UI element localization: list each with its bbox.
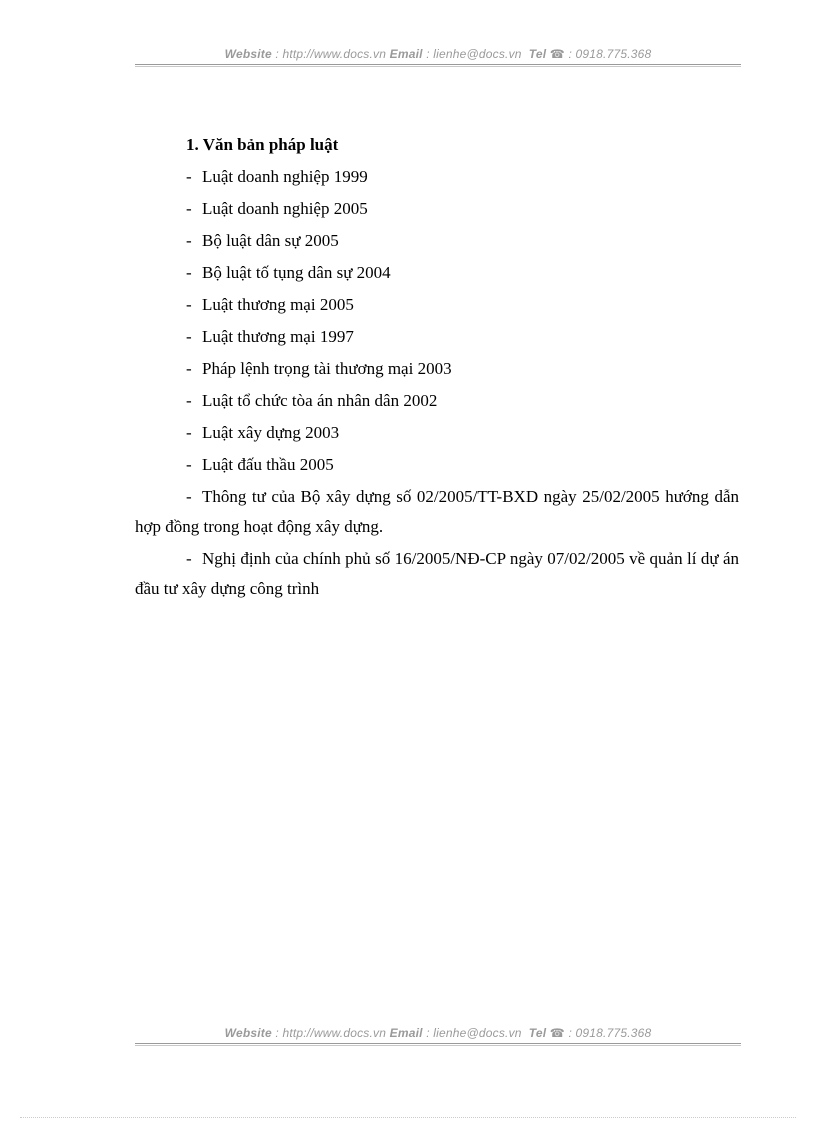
list-item xyxy=(186,322,739,354)
list-item xyxy=(186,418,739,450)
header-tel-sep: : xyxy=(564,47,576,61)
phone-icon: ☎ xyxy=(549,1026,565,1040)
list-item xyxy=(186,450,739,482)
paragraph-decree xyxy=(135,544,739,606)
bullet-dash: - xyxy=(186,423,192,442)
footer-divider xyxy=(135,1043,741,1046)
bullet-dash: - xyxy=(186,327,192,346)
header-email-link[interactable]: lienhe@docs.vn xyxy=(433,47,522,61)
list-item xyxy=(186,290,739,322)
list-item xyxy=(186,354,739,386)
footer-tel-label: Tel xyxy=(528,1026,547,1040)
section-title: 1. Văn bản pháp luật xyxy=(186,135,339,154)
footer-website-sep: : xyxy=(271,1026,283,1040)
bullet-dash: - xyxy=(186,231,192,250)
footer-tel-value: 0918.775.368 xyxy=(575,1026,652,1040)
bullet-dash: - xyxy=(186,263,192,282)
list-item xyxy=(186,258,739,290)
page-bottom-dotted-divider xyxy=(20,1117,796,1118)
paragraph-circular xyxy=(135,482,739,544)
page-header xyxy=(135,47,741,61)
list-item-text: Luật doanh nghiệp 1999 xyxy=(202,167,368,186)
header-website-sep: : xyxy=(271,47,283,61)
page-footer xyxy=(135,1026,741,1040)
header-tel-value: 0918.775.368 xyxy=(575,47,652,61)
bullet-dash: - xyxy=(186,391,192,410)
list-item-text: Luật xây dựng 2003 xyxy=(202,423,340,442)
footer-email-link[interactable]: lienhe@docs.vn xyxy=(433,1026,522,1040)
footer-website-label: Website xyxy=(224,1026,272,1040)
header-website-link[interactable]: http://www.docs.vn xyxy=(282,47,387,61)
list-item-text: Luật thương mại 2005 xyxy=(202,295,354,314)
list-item-text: Luật tổ chức tòa án nhân dân 2002 xyxy=(202,391,438,410)
list-item-text: Luật doanh nghiệp 2005 xyxy=(202,199,368,218)
header-email-label: Email xyxy=(389,47,423,61)
list-item xyxy=(186,194,739,226)
paragraph-text: Thông tư của Bộ xây dựng số 02/2005/TT-BXD ngày 25/02/2005 hướng dẫn hợp đồng trong hoạt động xây dựng. xyxy=(135,487,739,536)
bullet-dash: - xyxy=(186,199,192,218)
list-item-text: Luật thương mại 1997 xyxy=(202,327,354,346)
bullet-dash: - xyxy=(186,549,192,568)
list-item xyxy=(186,226,739,258)
footer-tel-sep: : xyxy=(564,1026,576,1040)
list-item-text: Pháp lệnh trọng tài thương mại 2003 xyxy=(202,359,452,378)
list-item-text: Bộ luật dân sự 2005 xyxy=(202,231,339,250)
bullet-dash: - xyxy=(186,295,192,314)
paragraph-text: Nghị định của chính phủ số 16/2005/NĐ-CP ngày 07/02/2005 về quản lí dự án đầu tư xây dựng công trình xyxy=(135,549,739,598)
list-item xyxy=(186,162,739,194)
bullet-dash: - xyxy=(186,455,192,474)
list-item-text: Luật đấu thầu 2005 xyxy=(202,455,334,474)
bullet-dash: - xyxy=(186,167,192,186)
header-tel-label: Tel xyxy=(528,47,547,61)
footer-email-label: Email xyxy=(389,1026,423,1040)
header-divider xyxy=(135,64,741,67)
phone-icon: ☎ xyxy=(549,47,565,61)
list-item-text: Bộ luật tố tụng dân sự 2004 xyxy=(202,263,391,282)
header-email-sep: : xyxy=(422,47,434,61)
bullet-dash: - xyxy=(186,359,192,378)
bullet-dash: - xyxy=(186,487,192,506)
header-website-label: Website xyxy=(224,47,272,61)
document-body xyxy=(135,130,739,606)
list-item xyxy=(186,386,739,418)
footer-email-sep: : xyxy=(422,1026,434,1040)
footer-website-link[interactable]: http://www.docs.vn xyxy=(282,1026,387,1040)
